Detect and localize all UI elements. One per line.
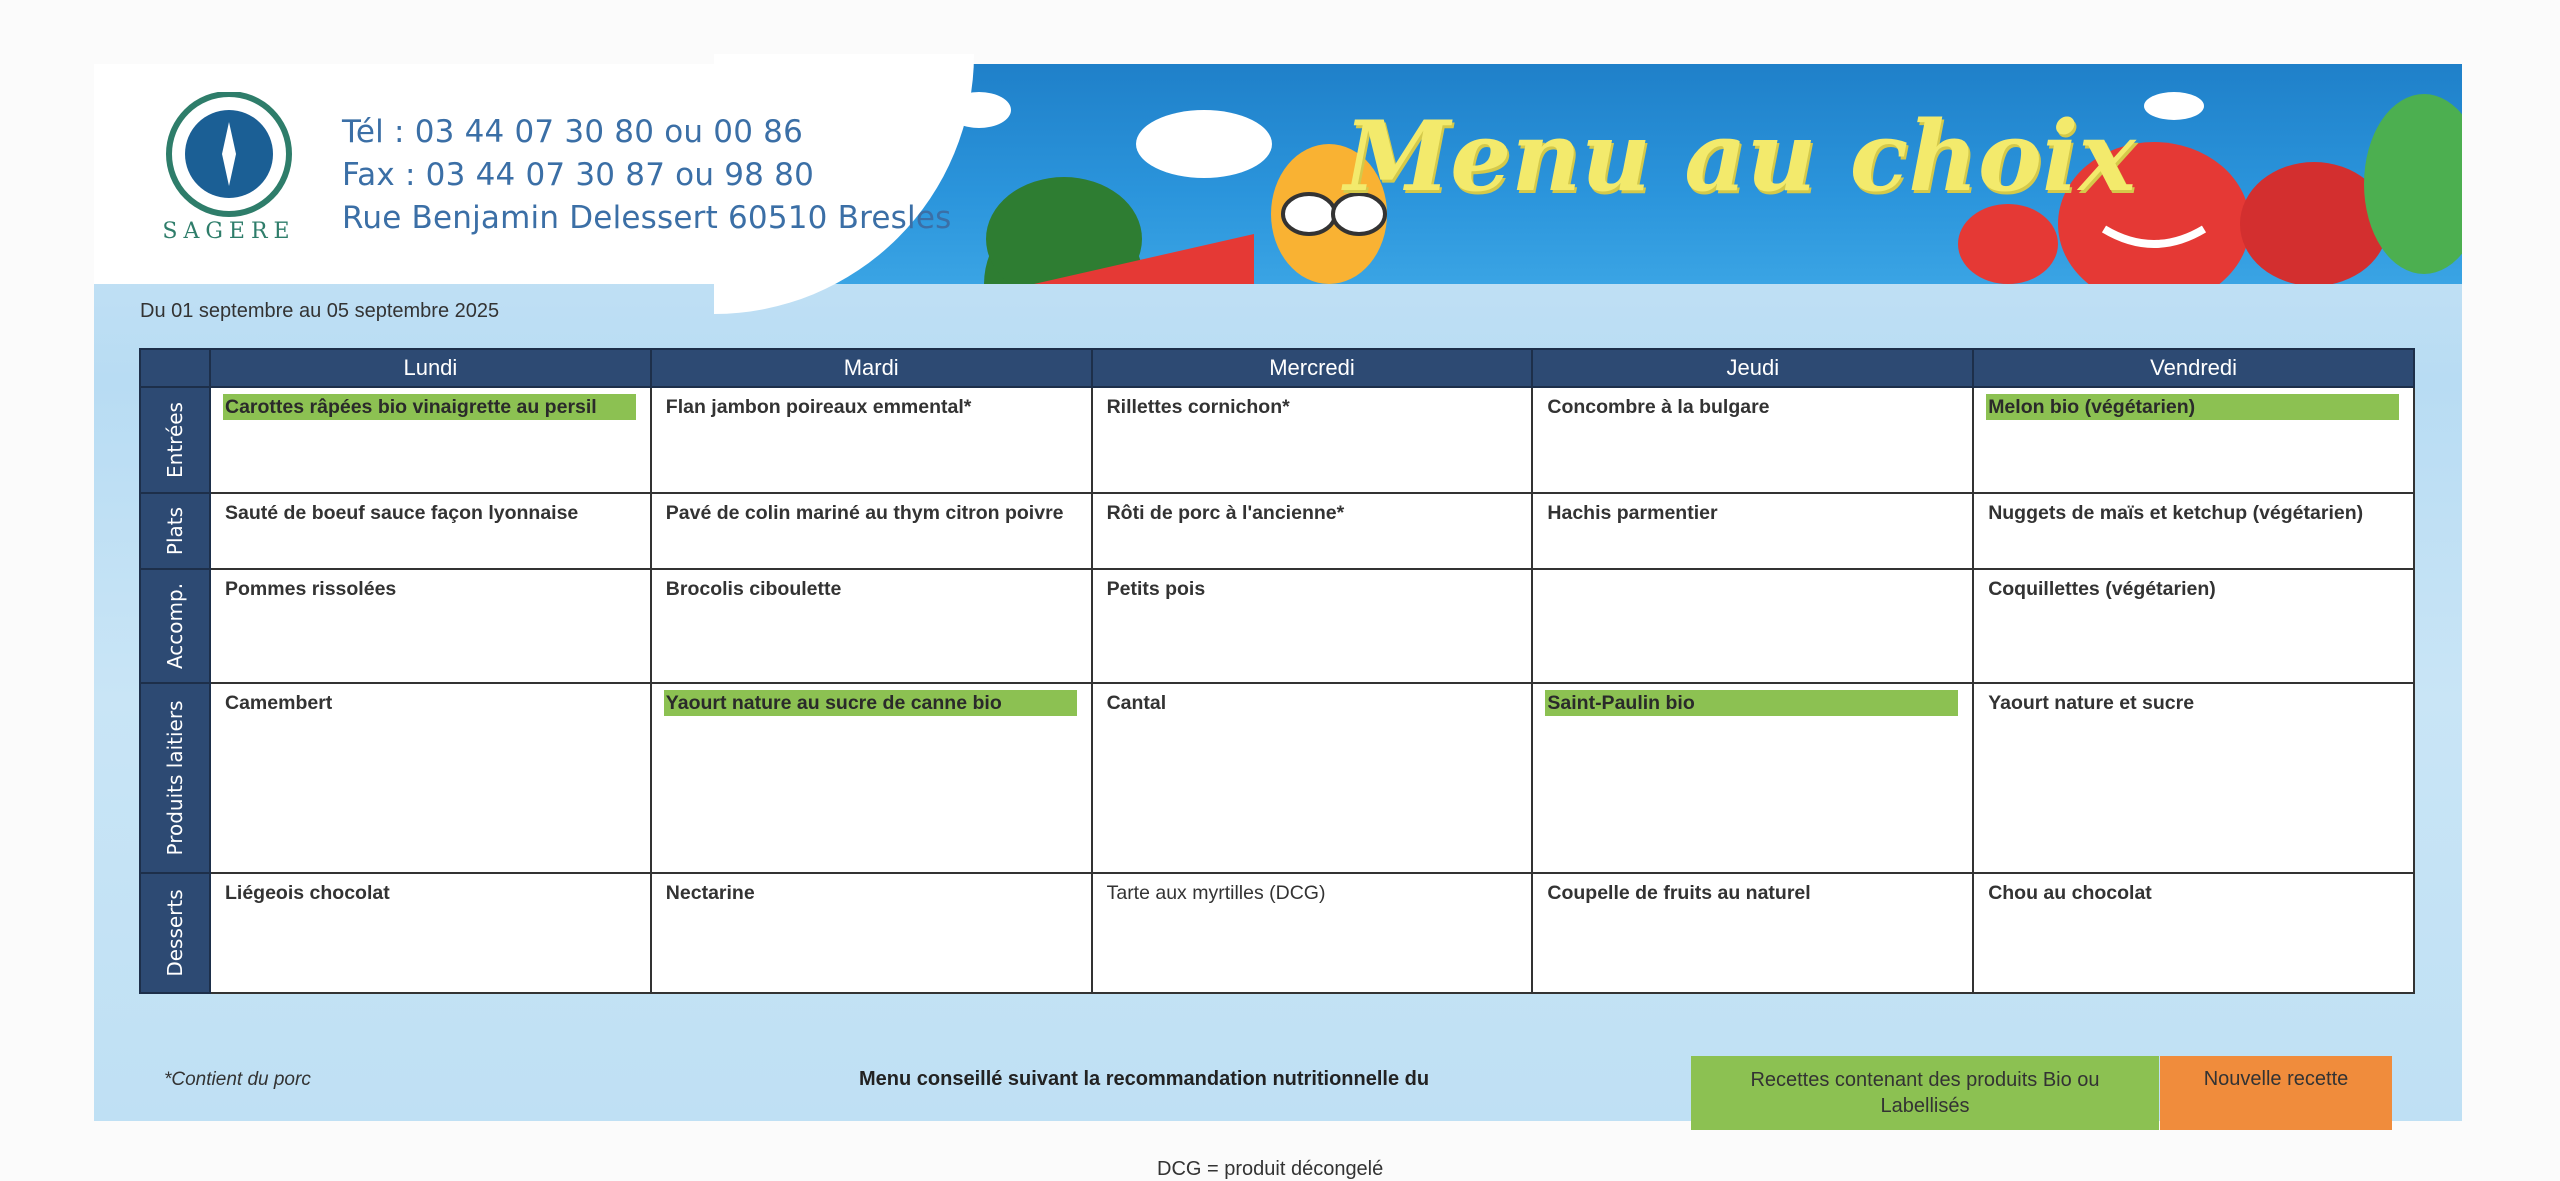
row-label: Entrées (163, 402, 187, 478)
menu-row-produits-laitiers (140, 683, 2414, 873)
tomato-icon (1958, 204, 2058, 284)
dish-bio: Melon bio (végétarien) (1986, 394, 2399, 420)
menu-cell (651, 569, 1092, 683)
dish: Flan jambon poireaux emmental* (665, 396, 972, 418)
menu-cell (1092, 493, 1533, 569)
row-label-cell (140, 387, 210, 493)
menu-cell (651, 493, 1092, 569)
dish: Brocolis ciboulette (665, 578, 842, 600)
menu-cell (651, 683, 1092, 873)
dish: Chou au chocolat (1988, 882, 2152, 904)
menu-cell (1532, 387, 1973, 493)
row-label: Plats (163, 506, 187, 556)
dish: Yaourt nature et sucre (1988, 692, 2195, 714)
legend-new-recipe: Nouvelle recette (2160, 1056, 2392, 1130)
row-label-cell (140, 569, 210, 683)
dish-bio: Carottes râpées bio vinaigrette au persil (223, 394, 636, 420)
menu-cell (210, 873, 651, 993)
menu-cell (651, 873, 1092, 993)
dish-bio: Yaourt nature au sucre de canne bio (664, 690, 1077, 716)
dish: Petits pois (1106, 578, 1206, 600)
dish: Sauté de boeuf sauce façon lyonnaise (225, 502, 579, 524)
day-header-row (140, 349, 2414, 387)
corner-cell (140, 349, 210, 387)
cloud-icon (2144, 92, 2204, 120)
sunglasses-icon (1283, 194, 1335, 234)
menu-cell (1973, 873, 2414, 993)
recommendation-note: Menu conseillé suivant la recommandation nutritionnelle du (859, 1068, 1430, 1090)
menu-cell (1532, 873, 1973, 993)
dish: Tarte aux myrtilles (DCG) (1106, 882, 1326, 904)
menu-row-accomp (140, 569, 2414, 683)
address-text: Rue Benjamin Delessert 60510 Bresles (342, 200, 952, 236)
menu-sheet (94, 64, 2462, 1180)
menu-cell (1092, 683, 1533, 873)
menu-table (139, 348, 2415, 994)
dish-bio: Saint-Paulin bio (1545, 690, 1958, 716)
menu-row-entrees (140, 387, 2414, 493)
menu-cell (210, 387, 651, 493)
dish: Concombre à la bulgare (1547, 396, 1770, 418)
row-label: Accomp. (163, 582, 187, 670)
dish: Rillettes cornichon* (1106, 396, 1290, 418)
row-label: Produits laitiers (163, 700, 187, 856)
menu-row-plats (140, 493, 2414, 569)
dish: Camembert (225, 692, 333, 714)
menu-cell (210, 493, 651, 569)
dish: Pommes rissolées (225, 578, 397, 600)
date-range: Du 01 septembre au 05 septembre 2025 (140, 300, 500, 322)
logo-text: SAGERE (162, 219, 296, 242)
menu-cell (1092, 873, 1533, 993)
day-header: Mercredi (1092, 349, 1533, 387)
day-header: Mardi (651, 349, 1092, 387)
day-header: Vendredi (1973, 349, 2414, 387)
header (94, 64, 2462, 284)
menu-cell (1973, 683, 2414, 873)
banner-title: Menu au choix (1344, 100, 2136, 213)
menu-cell (210, 569, 651, 683)
menu-cell (1532, 683, 1973, 873)
sagere-logo (154, 92, 304, 242)
row-label-cell (140, 683, 210, 873)
day-header: Lundi (210, 349, 651, 387)
legend-bio (1691, 1056, 2159, 1130)
row-label: Desserts (163, 889, 187, 977)
dish: Rôti de porc à l'ancienne* (1106, 502, 1345, 524)
menu-body (140, 387, 2414, 993)
menu-cell (1532, 569, 1973, 683)
legend-bio-label: Recettes contenant des produits Bio ou Labellisés (1750, 1069, 2100, 1117)
dish: Hachis parmentier (1547, 502, 1718, 524)
dish: Coquillettes (végétarien) (1988, 578, 2216, 600)
dcg-note: DCG = produit décongelé (1157, 1158, 1384, 1180)
row-label-cell (140, 493, 210, 569)
menu-cell (1973, 569, 2414, 683)
day-header: Jeudi (1532, 349, 1973, 387)
menu-cell (1973, 387, 2414, 493)
row-label-cell (140, 873, 210, 993)
cloud-icon (1136, 110, 1272, 178)
porc-note: *Contient du porc (164, 1069, 311, 1090)
dish: Coupelle de fruits au naturel (1547, 882, 1811, 904)
menu-cell (651, 387, 1092, 493)
menu-cell (1092, 387, 1533, 493)
fax-text: Fax : 03 44 07 30 87 ou 98 80 (342, 157, 814, 193)
menu-cell (1092, 569, 1533, 683)
menu-row-desserts (140, 873, 2414, 993)
dish: Cantal (1106, 692, 1167, 714)
menu-cell (1973, 493, 2414, 569)
dish: Nuggets de maïs et ketchup (végétarien) (1988, 502, 2364, 524)
dish: Liégeois chocolat (225, 882, 390, 904)
menu-cell (1532, 493, 1973, 569)
dish: Pavé de colin mariné au thym citron poivre (665, 502, 1064, 524)
dish: Nectarine (665, 882, 755, 904)
menu-cell (210, 683, 651, 873)
phone-text: Tél : 03 44 07 30 80 ou 00 86 (342, 114, 804, 150)
